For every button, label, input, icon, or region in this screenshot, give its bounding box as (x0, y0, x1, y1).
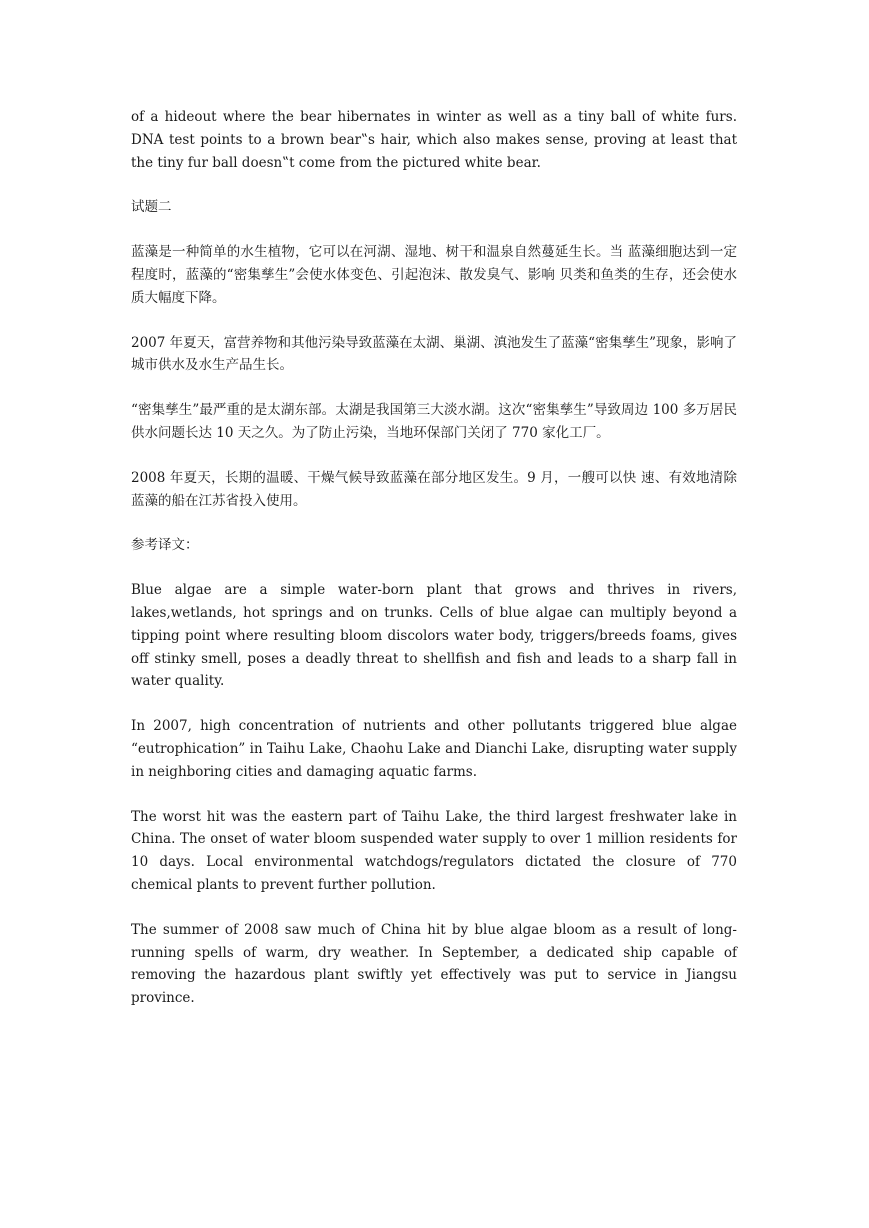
section-heading: 试题二 (131, 199, 172, 216)
chinese-paragraph-1: 蓝藻是一种简单的水生植物，它可以在河湖、湿地、树干和温泉自然蔓延生长。当 蓝藻细胞达到一定程度时，蓝藻的“密集孳生”会使水体变色、引起泡沫、散发臭气、影响 贝类和鱼类的生存，还会使水质大幅度下降。 (131, 244, 737, 306)
document-page (131, 106, 737, 1032)
chinese-paragraph-2: 2007 年夏天，富营养物和其他污染导致蓝藻在太湖、巢湖、滇池发生了蓝藻“密集孳生”现象，影响了城市供水及水生产品生长。 (131, 334, 737, 374)
english-paragraph-1: Blue algae are a simple water-born plant that grows and thrives in rivers, lakes,wetlands, hot springs and on trunks. Cells of blue algae can multiply beyond a tipping point where resulting bloom discolors water body, triggers/breeds foams, gives off stinky smell, poses a deadly threat to shellfish and fish and leads to a sharp fall in water quality. (131, 582, 737, 690)
english-paragraph-2: In 2007, high concentration of nutrients and other pollutants triggered blue algae “eutrophication” in Taihu Lake, Chaohu Lake and Dianchi Lake, disrupting water supply in neighboring cities and damaging aquatic farms. (131, 718, 737, 780)
english-paragraph-4: The summer of 2008 saw much of China hit by blue algae bloom as a result of long-running spells of warm, dry weather. In September, a dedicated ship capable of removing the hazardous plant swiftly yet effectively was put to service in Jiangsu province. (131, 921, 737, 1007)
reference-translation-label: 参考译文： (131, 537, 199, 554)
intro-paragraph: of a hideout where the bear hibernates in winter as well as a tiny ball of white furs. DNA test points to a brown bear‟s hair, which also makes sense, proving at least that the tiny fur ball doesn‟t come from the pictured white bear. (131, 109, 737, 171)
english-paragraph-3: The worst hit was the eastern part of Taihu Lake, the third largest freshwater lake in China. The onset of water bloom suspended water supply to over 1 million residents for 10 days. Local environmental watchdogs/regulators dictated the closure of 770 chemical plants to prevent further pollution. (131, 808, 737, 893)
chinese-paragraph-4: 2008 年夏天，长期的温暖、干燥气候导致蓝藻在部分地区发生。9 月，一艘可以快 速、有效地清除蓝藻的船在江苏省投入使用。 (131, 469, 737, 509)
chinese-paragraph-3: “密集孳生”最严重的是太湖东部。太湖是我国第三大淡水湖。这次“密集孳生”导致周边 100 多万居民供水问题长达 10 天之久。为了防止污染，当地环保部门关闭了 770 家化工厂。 (131, 402, 737, 441)
